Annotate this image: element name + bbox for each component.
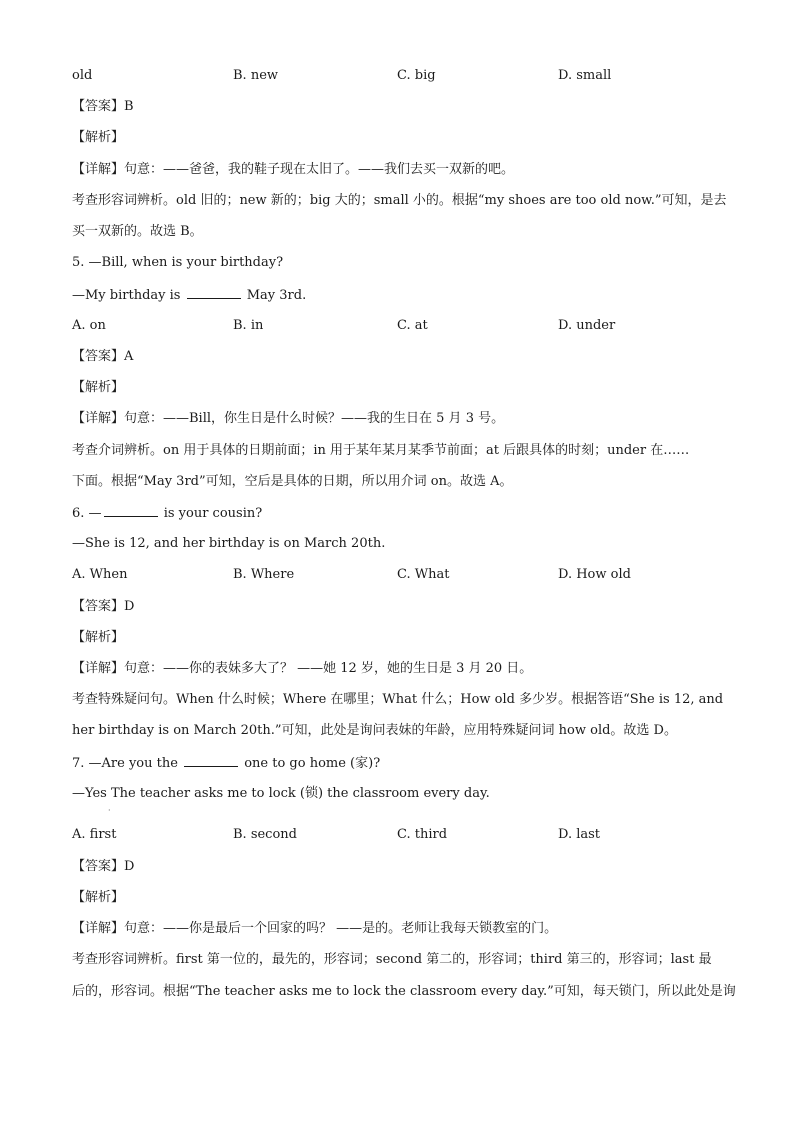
q5-options	[72, 317, 752, 335]
q5-reply	[72, 286, 306, 305]
stray-mark: ·	[108, 806, 111, 815]
option-c: C. third	[397, 827, 448, 842]
q7-options	[72, 826, 752, 844]
q6-explain-line-2: her birthday is on March 20th.”可知，此处是询问表妹的年龄，应用特殊疑问词 how old。故选 D。	[72, 723, 677, 738]
q6-answer: 【答案】D	[72, 599, 135, 614]
q4-explain-line-2: 买一双新的。故选 B。	[72, 224, 203, 239]
q6-question-after: is your cousin?	[163, 506, 263, 521]
q7-question-before: 7. —Are you the	[72, 756, 178, 771]
q4-explain-line-1: 考查形容词辨析。old 旧的；new 新的；big 大的；small 小的。根据“my shoes are too old now.”可知，是去	[72, 193, 727, 208]
option-d: D. last	[558, 827, 601, 842]
q5-detail: 【详解】句意：——Bill，你生日是什么时候？——我的生日在 5 月 3 号。	[72, 411, 505, 426]
q6-blank	[104, 504, 158, 517]
q5-analysis-heading: 【解析】	[72, 380, 125, 395]
option-d: D. How old	[558, 567, 631, 582]
q5-reply-before: —My birthday is	[72, 288, 181, 303]
q5-question: 5. —Bill, when is your birthday?	[72, 255, 284, 270]
q6-explain-line-1: 考查特殊疑问句。When 什么时候；Where 在哪里；What 什么；How old 多少岁。根据答语“She is 12, and	[72, 692, 724, 707]
option-a: A. When	[72, 567, 128, 582]
q6-question	[72, 504, 262, 523]
q4-analysis-heading: 【解析】	[72, 130, 125, 145]
option-c: C. What	[397, 567, 450, 582]
option-d: D. small	[558, 68, 612, 83]
q7-question-after: one to go home (家)?	[244, 756, 381, 771]
q7-blank	[184, 754, 238, 767]
option-c: C. at	[397, 318, 428, 333]
option-b: B. second	[233, 827, 297, 842]
option-a: old	[72, 68, 93, 83]
q5-answer: 【答案】A	[72, 349, 134, 364]
q6-analysis-heading: 【解析】	[72, 630, 125, 645]
q7-answer: 【答案】D	[72, 859, 135, 874]
q6-detail: 【详解】句意：——你的表妹多大了？ ——她 12 岁，她的生日是 3 月 20 日。	[72, 661, 533, 676]
q7-analysis-heading: 【解析】	[72, 890, 125, 905]
q7-reply: —Yes The teacher asks me to lock (锁) the classroom every day.	[72, 786, 490, 801]
option-d: D. under	[558, 318, 616, 333]
q4-options	[72, 67, 752, 85]
q6-options	[72, 566, 752, 584]
q5-reply-after: May 3rd.	[246, 288, 307, 303]
q5-explain-line-2: 下面。根据“May 3rd”可知，空后是具体的日期，所以用介词 on。故选 A。	[72, 474, 513, 489]
q7-explain-line-2: 后的，形容词。根据“The teacher asks me to lock the classroom every day.”可知，每天锁门，所以此处是询	[72, 984, 736, 999]
option-a: A. first	[72, 827, 117, 842]
option-b: B. new	[233, 68, 279, 83]
q5-explain-line-1: 考查介词辨析。on 用于具体的日期前面；in 用于某年某月某季节前面；at 后跟具体的时刻；under 在……	[72, 443, 690, 458]
option-c: C. big	[397, 68, 436, 83]
q4-detail: 【详解】句意：——爸爸，我的鞋子现在太旧了。——我们去买一双新的吧。	[72, 162, 515, 177]
q7-explain-line-1: 考查形容词辨析。first 第一位的，最先的，形容词；second 第二的，形容词；third 第三的，形容词；last 最	[72, 952, 712, 967]
q7-question	[72, 754, 380, 773]
option-b: B. in	[233, 318, 264, 333]
q5-blank	[187, 286, 241, 299]
q4-answer: 【答案】B	[72, 99, 134, 114]
option-a: A. on	[72, 318, 106, 333]
q6-reply: —She is 12, and her birthday is on March 20th.	[72, 536, 386, 551]
q7-detail: 【详解】句意：——你是最后一个回家的吗？ ——是的。老师让我每天锁教室的门。	[72, 921, 558, 936]
option-b: B. Where	[233, 567, 295, 582]
q6-question-before: 6. —	[72, 506, 102, 521]
